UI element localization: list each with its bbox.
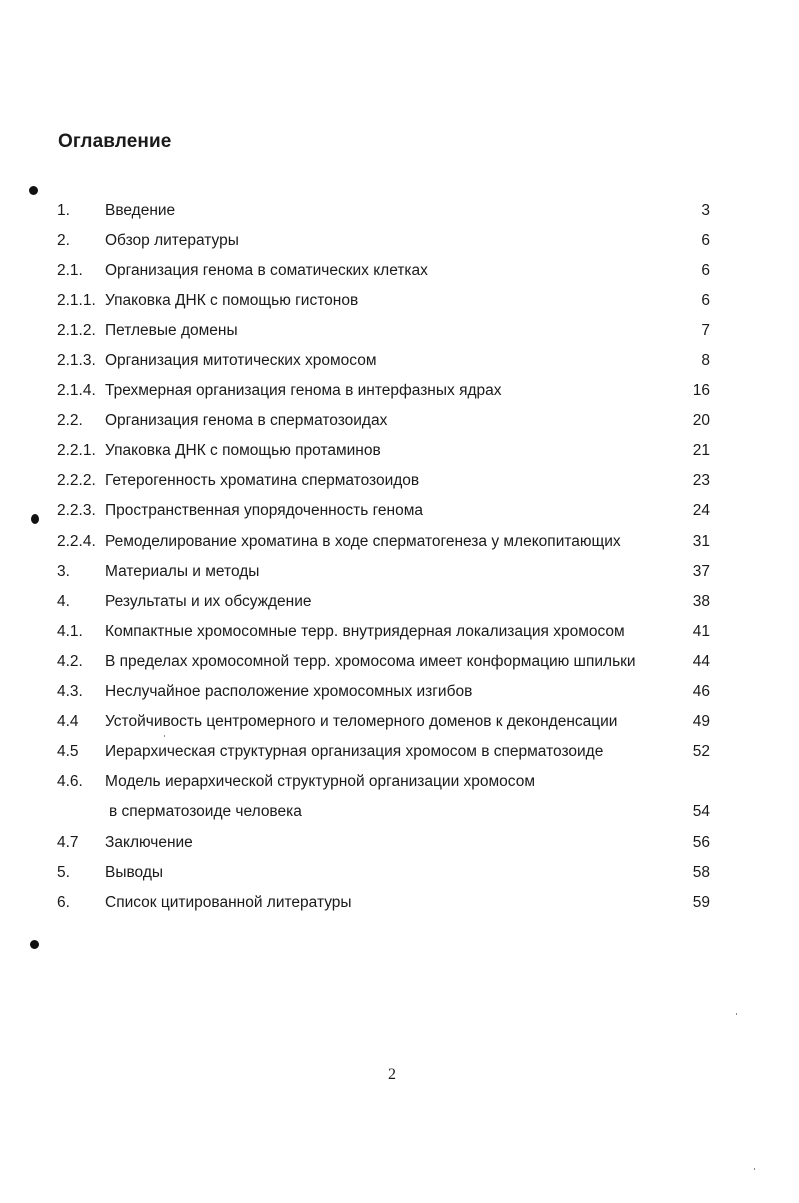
- toc-title: Организация генома в соматических клетках: [105, 262, 428, 279]
- toc-row[interactable]: [0, 531, 799, 553]
- toc-page: 54: [692, 803, 710, 820]
- toc-row[interactable]: [0, 500, 799, 522]
- toc-number: 2.2.: [57, 412, 83, 429]
- toc-title: Трехмерная организация генома в интерфазных ядрах: [105, 382, 502, 399]
- toc-page: 20: [692, 412, 710, 429]
- toc-page: 49: [692, 713, 710, 730]
- toc-number: 2.1.: [57, 262, 83, 279]
- toc-row[interactable]: [0, 862, 799, 884]
- toc-page: 31: [692, 533, 710, 550]
- toc-page: 52: [692, 743, 710, 760]
- toc-page: 56: [692, 834, 710, 851]
- toc-row[interactable]: [0, 440, 799, 462]
- toc-page: 24: [692, 502, 710, 519]
- toc-title: Организация генома в сперматозоидах: [105, 412, 388, 429]
- scan-speck: [164, 735, 165, 737]
- binder-hole-mark: [30, 940, 39, 949]
- page-title: Оглавление: [58, 131, 172, 152]
- toc-number: 2.2.1.: [57, 442, 96, 459]
- toc-title: Петлевые домены: [105, 322, 238, 339]
- toc-row[interactable]: [0, 741, 799, 763]
- toc-title: Материалы и методы: [105, 563, 260, 580]
- toc-title: Гетерогенность хроматина сперматозоидов: [105, 472, 420, 489]
- toc-title: Пространственная упорядоченность генома: [105, 502, 423, 519]
- toc-row[interactable]: [0, 290, 799, 312]
- toc-title: Организация митотических хромосом: [105, 352, 377, 369]
- toc-number: 2.: [57, 232, 70, 249]
- toc-number: 2.2.4.: [57, 533, 96, 550]
- toc-number: 1.: [57, 202, 70, 219]
- toc-number: 2.1.2.: [57, 322, 96, 339]
- toc-title: Неслучайное расположение хромосомных изгибов: [105, 683, 473, 700]
- toc-row[interactable]: [0, 320, 799, 342]
- toc-row[interactable]: [0, 561, 799, 583]
- toc-title: Устойчивость центромерного и теломерного доменов к деконденсации: [105, 713, 618, 730]
- toc-page: 21: [692, 442, 710, 459]
- toc-page: 23: [692, 472, 710, 489]
- toc-row[interactable]: [0, 350, 799, 372]
- scan-speck: [736, 1013, 737, 1015]
- toc-number: 5.: [57, 864, 70, 881]
- toc-number: 2.2.2.: [57, 472, 96, 489]
- toc-number: 4.: [57, 593, 70, 610]
- toc-number: 4.7: [57, 834, 79, 851]
- toc-page: 16: [692, 382, 710, 399]
- toc-row[interactable]: [0, 832, 799, 854]
- toc-title: Заключение: [105, 834, 193, 851]
- toc-page: 6: [701, 232, 710, 249]
- toc-row[interactable]: [0, 621, 799, 643]
- toc-row[interactable]: [0, 470, 799, 492]
- toc-title: Упаковка ДНК с помощью протаминов: [105, 442, 381, 459]
- toc-row[interactable]: [0, 801, 799, 823]
- toc-title: Введение: [105, 202, 176, 219]
- toc-title: Выводы: [105, 864, 164, 881]
- toc-row[interactable]: [0, 892, 799, 914]
- toc-number: 4.6.: [57, 773, 83, 790]
- toc-title: Иерархическая структурная организация хромосом в сперматозоиде: [105, 743, 604, 760]
- toc-number: 6.: [57, 894, 70, 911]
- toc-number: 4.2.: [57, 653, 83, 670]
- toc-number: 2.1.4.: [57, 382, 96, 399]
- toc-title: Список цитированной литературы: [105, 894, 352, 911]
- toc-page: 8: [701, 352, 710, 369]
- toc-number: 4.5: [57, 743, 79, 760]
- toc-title: Результаты и их обсуждение: [105, 593, 312, 610]
- toc-page: 7: [701, 322, 710, 339]
- toc-page: 3: [701, 202, 710, 219]
- toc-page: 41: [692, 623, 710, 640]
- toc-number: 4.1.: [57, 623, 83, 640]
- toc-row[interactable]: [0, 681, 799, 703]
- toc-title: в сперматозоиде человека: [109, 803, 302, 820]
- toc-page: 6: [701, 262, 710, 279]
- toc-title: Ремоделирование хроматина в ходе сперматогенеза у млекопитающих: [105, 533, 621, 550]
- scan-speck: [754, 1168, 755, 1170]
- toc-row[interactable]: [0, 260, 799, 282]
- toc-row[interactable]: [0, 410, 799, 432]
- toc-page: 38: [692, 593, 710, 610]
- toc-title: Компактные хромосомные терр. внутриядерная локализация хромосом: [105, 623, 625, 640]
- toc-title: Упаковка ДНК с помощью гистонов: [105, 292, 359, 309]
- page-number: 2: [388, 1066, 396, 1083]
- toc-row[interactable]: [0, 651, 799, 673]
- toc-title: В пределах хромосомной терр. хромосома имеет конформацию шпильки: [105, 653, 636, 670]
- toc-page: 58: [692, 864, 710, 881]
- toc-row[interactable]: [0, 591, 799, 613]
- toc-title: Модель иерархической структурной организации хромосом: [105, 773, 536, 790]
- toc-number: 2.2.3.: [57, 502, 96, 519]
- toc-row[interactable]: [0, 380, 799, 402]
- toc-number: 4.4: [57, 713, 79, 730]
- toc-number: 4.3.: [57, 683, 83, 700]
- toc-row[interactable]: [0, 771, 799, 793]
- toc-page: 46: [692, 683, 710, 700]
- toc-number: 2.1.1.: [57, 292, 96, 309]
- toc-page: 59: [692, 894, 710, 911]
- toc-row[interactable]: [0, 200, 799, 222]
- toc-page: 37: [692, 563, 710, 580]
- toc-page: 6: [701, 292, 710, 309]
- toc-number: 2.1.3.: [57, 352, 96, 369]
- toc-page: 44: [692, 653, 710, 670]
- toc-row[interactable]: [0, 230, 799, 252]
- toc-title: Обзор литературы: [105, 232, 239, 249]
- toc-row[interactable]: [0, 711, 799, 733]
- binder-hole-mark: [29, 186, 38, 195]
- toc-number: 3.: [57, 563, 70, 580]
